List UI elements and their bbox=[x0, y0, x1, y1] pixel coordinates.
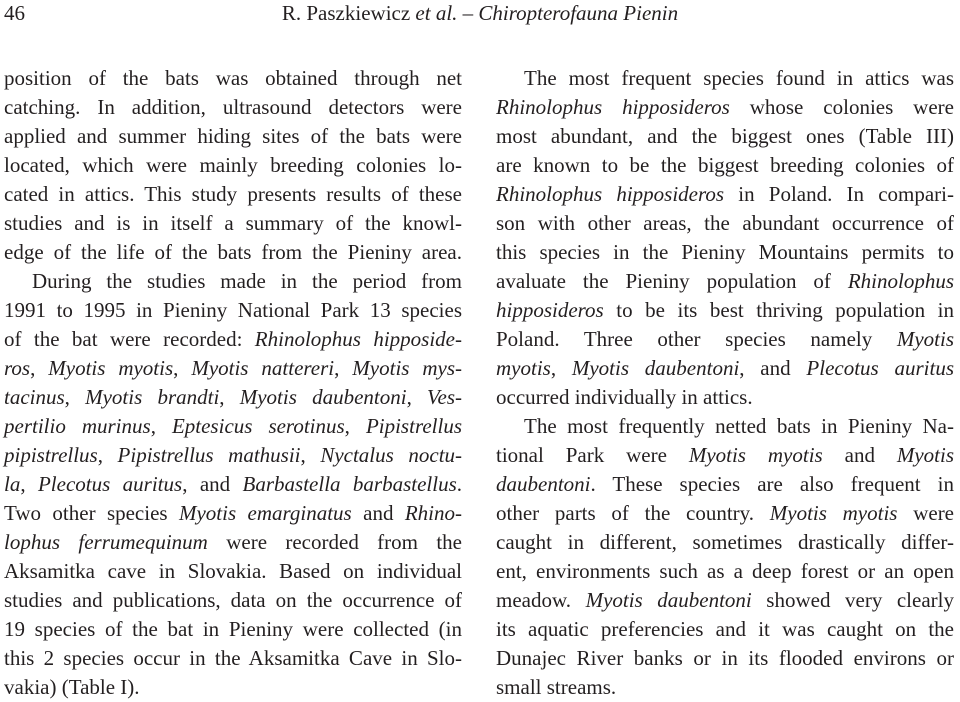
text-line: meadow. Myotis daubentoni showed very clearly bbox=[496, 588, 954, 612]
page-number: 46 bbox=[4, 1, 25, 25]
text-line: pipistrellus, Pipistrellus mathusii, Nyctalus noctu- bbox=[4, 443, 463, 467]
text-line: vakia) (Table I). bbox=[4, 675, 140, 699]
text-line: applied and summer hiding sites of the bats were bbox=[4, 124, 462, 148]
text-line: located, which were mainly breeding colonies lo- bbox=[4, 153, 462, 177]
text-line: other parts of the country. Myotis myotis were bbox=[496, 501, 955, 525]
text-line: tional Park were Myotis myotis and Myotis bbox=[496, 443, 954, 467]
text-line: avaluate the Pieniny population of Rhinolophus bbox=[496, 269, 954, 293]
text-line: The most frequent species found in attics was bbox=[524, 66, 954, 90]
text-line: of the bat were recorded: Rhinolophus hipposide- bbox=[4, 327, 463, 351]
right-column bbox=[496, 64, 954, 702]
running-head: R. Paszkiewicz et al. – Chiropterofauna Pienin bbox=[281, 1, 679, 25]
text-line: this 2 species occur in the Aksamitka Cave in Slo- bbox=[4, 646, 462, 670]
text-line: pertilio murinus, Eptesicus serotinus, Pipistrellus bbox=[4, 414, 462, 438]
text-line: occurred individually in attics. bbox=[496, 385, 753, 409]
text-line: son with other areas, the abundant occurrence of bbox=[496, 211, 954, 235]
text-line: During the studies made in the period from bbox=[32, 269, 462, 293]
text-line: position of the bats was obtained through net bbox=[4, 66, 462, 90]
text-line: Two other species Myotis emarginatus and Rhino- bbox=[4, 501, 462, 525]
text-line: most abundant, and the biggest ones (Table III) bbox=[496, 124, 954, 148]
text-line: studies and publications, data on the occurrence of bbox=[4, 588, 462, 612]
text-line: Poland. Three other species namely Myotis bbox=[496, 327, 954, 351]
text-line: are known to be the biggest breeding colonies of bbox=[496, 153, 954, 177]
left-column bbox=[4, 64, 462, 702]
text-line: la, Plecotus auritus, and Barbastella barbastellus. bbox=[4, 472, 463, 496]
text-line: edge of the life of the bats from the Pieniny area. bbox=[4, 240, 462, 264]
text-line: caught in different, sometimes drastically differ- bbox=[496, 530, 954, 554]
text-line: The most frequently netted bats in Pieniny Na- bbox=[524, 414, 954, 438]
text-line: catching. In addition, ultrasound detectors were bbox=[4, 95, 462, 119]
text-line: daubentoni. These species are also frequent in bbox=[496, 472, 954, 496]
text-line: Rhinolophus hipposideros in Poland. In compari- bbox=[496, 182, 954, 206]
text-line: Dunajec River banks or in its flooded environs or bbox=[496, 646, 954, 670]
text-line: this species in the Pieniny Mountains permits to bbox=[496, 240, 954, 264]
text-line: Rhinolophus hipposideros whose colonies were bbox=[496, 95, 954, 119]
text-line: lophus ferrumequinum were recorded from the bbox=[4, 530, 462, 554]
text-line: cated in attics. This study presents results of these bbox=[4, 182, 462, 206]
page-header bbox=[0, 0, 960, 32]
text-line: tacinus, Myotis brandti, Myotis daubentoni, Ves- bbox=[4, 385, 463, 409]
text-line: myotis, Myotis daubentoni, and Plecotus auritus bbox=[496, 356, 955, 380]
text-line: its aquatic preferencies and it was caught on the bbox=[496, 617, 954, 641]
text-line: hipposideros to be its best thriving population in bbox=[496, 298, 954, 322]
text-line: Aksamitka cave in Slovakia. Based on individual bbox=[4, 559, 462, 583]
text-line: small streams. bbox=[496, 675, 617, 699]
text-line: ros, Myotis myotis, Myotis nattereri, Myotis mys- bbox=[4, 356, 463, 380]
text-line: ent, environments such as a deep forest or an open bbox=[496, 559, 954, 583]
text-line: 19 species of the bat in Pieniny were collected (in bbox=[4, 617, 462, 641]
text-line: 1991 to 1995 in Pieniny National Park 13 species bbox=[4, 298, 462, 322]
text-line: studies and is in itself a summary of the knowl- bbox=[4, 211, 462, 235]
